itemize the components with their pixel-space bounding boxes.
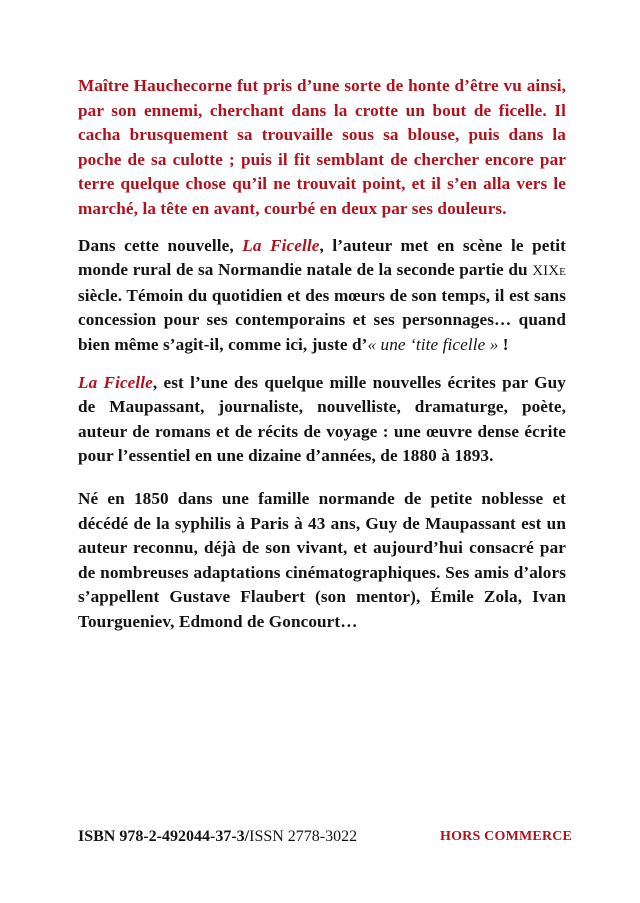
book-title: La Ficelle — [78, 372, 153, 392]
footer — [78, 828, 573, 846]
text: , est l’une des quelque mille nouvelles écrites par Guy de Maupassant, journaliste, nouvelliste, dramaturge, poète, auteur de romans et de récits de voyage : une œuvre dense écrite pour l’essentiel en une dizaine d’années, de 1880 à 1893. — [78, 372, 566, 466]
book-title: La Ficelle — [242, 235, 320, 255]
text: siècle. Témoin du quotidien et des mœurs de son temps, il est sans concession pour ses contemporains et ses personnages… quand bien même s’agit-il, comme ici, juste d’ — [78, 285, 566, 354]
excerpt-quote: Maître Hauchecorne fut pris d’une sorte de honte d’être vu ainsi, par son ennemi, cherchant dans la crotte un bout de ficelle. Il cacha brusquement sa trouvaille sous sa blouse, puis dans la poche de sa culotte ; puis il fit semblant de chercher encore par terre quelque chose qu’il ne trouvait point, et il s’en alla vers le marché, la tête en avant, courbé en deux par ses douleurs. — [78, 76, 566, 218]
paragraph-biography: Né en 1850 dans une famille normande de petite noblesse et décédé de la syphilis à Paris à 43 ans, Guy de Maupassant est un auteur reconnu, déjà de son vivant, et aujourd’hui consacré par de nombreuses adaptations cinématographiques. Ses amis d’alors s’appellent Gustave Flaubert (son mentor), Émile Zola, Ivan Tourgueniev, Edmond de Goncourt… — [78, 488, 566, 631]
century: XIXe — [532, 263, 566, 280]
text: , l’auteur met en scène le petit monde rural de sa Normandie natale de la seconde partie du — [78, 235, 566, 280]
text: ! — [498, 334, 509, 354]
paragraph-works — [78, 371, 566, 469]
issn: ISSN 2778-3022 — [249, 828, 358, 845]
text: Dans cette nouvelle, — [78, 235, 243, 255]
hors-commerce-label: HORS COMMERCE — [440, 829, 573, 844]
paragraph-intro — [78, 234, 566, 358]
italic-quote: « une ‘tite ficelle » — [367, 334, 499, 354]
back-cover-text — [78, 74, 566, 634]
isbn: ISBN 978-2-492044-37-3/ — [78, 828, 250, 845]
